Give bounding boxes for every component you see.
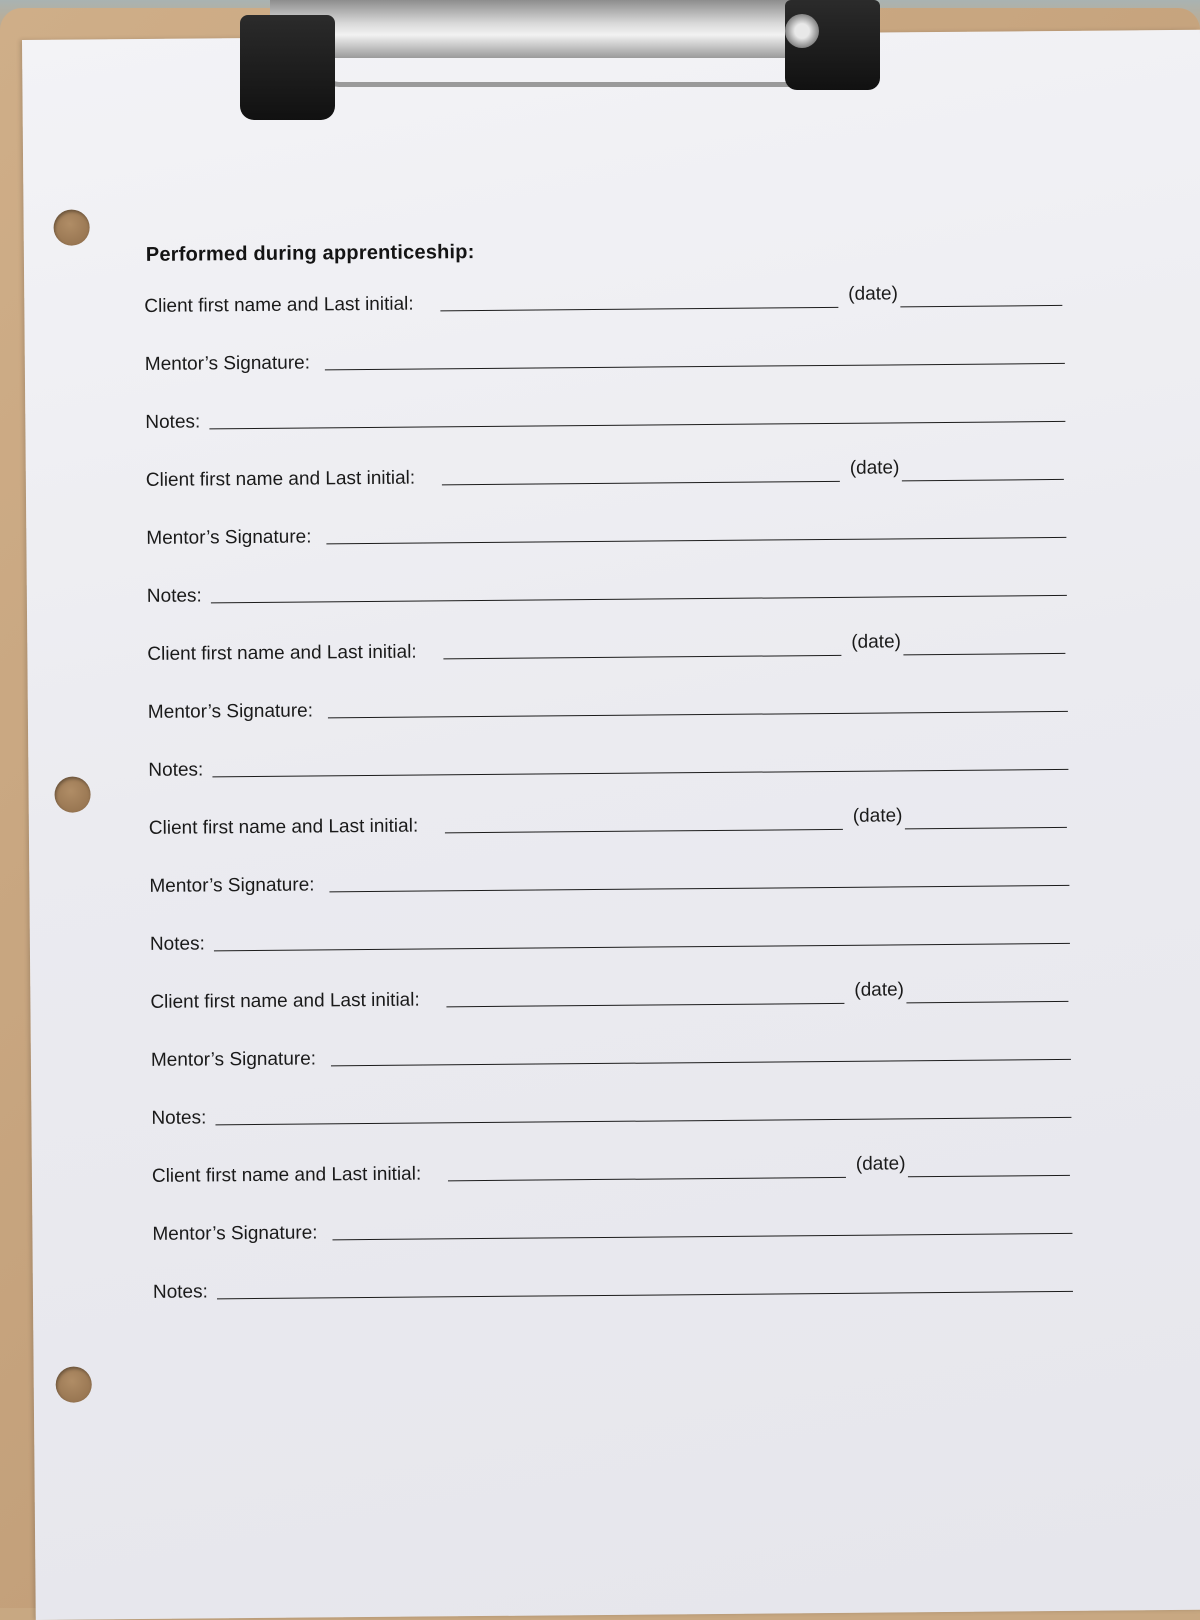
client-name-line[interactable] <box>445 829 843 833</box>
clip-left-foot <box>240 15 335 120</box>
mentor-label: Mentor’s Signature: <box>144 352 311 375</box>
clipboard-clip <box>240 0 890 125</box>
client-name-line[interactable] <box>440 307 838 311</box>
mentor-label: Mentor’s Signature: <box>150 1048 317 1071</box>
client-row-3 <box>147 632 1097 668</box>
mentor-row-3 <box>148 690 1098 726</box>
client-row-1 <box>144 284 1094 320</box>
date-line[interactable] <box>906 1001 1068 1003</box>
mentor-label: Mentor’s Signature: <box>152 1222 318 1245</box>
client-name-line[interactable] <box>442 481 840 485</box>
date-line[interactable] <box>903 653 1065 655</box>
clip-rivet <box>785 14 819 48</box>
apprenticeship-log-form <box>144 236 1094 1303</box>
client-label: Client first name and Last initial: <box>144 293 414 317</box>
form-title: Performed during apprenticeship: <box>145 241 475 266</box>
notes-label: Notes: <box>152 1281 208 1303</box>
client-label: Client first name and Last initial: <box>145 467 416 491</box>
client-row-6 <box>152 1154 1102 1190</box>
notes-line[interactable] <box>212 769 1068 777</box>
notes-row-2 <box>147 574 1097 610</box>
mentor-row-6 <box>152 1212 1102 1248</box>
date-line[interactable] <box>902 479 1064 481</box>
notes-label: Notes: <box>146 585 202 607</box>
date-label: (date) <box>849 457 900 479</box>
mentor-label: Mentor’s Signature: <box>147 700 314 723</box>
mentor-row-1 <box>145 342 1095 378</box>
punch-hole-bottom <box>56 1366 92 1402</box>
date-label: (date) <box>852 805 903 827</box>
date-line[interactable] <box>900 305 1062 307</box>
mentor-label: Mentor’s Signature: <box>146 526 312 549</box>
notes-row-3 <box>148 748 1098 784</box>
mentor-signature-line[interactable] <box>326 537 1066 544</box>
notes-row-6 <box>153 1270 1103 1306</box>
client-label: Client first name and Last initial: <box>147 641 417 665</box>
client-label: Client first name and Last initial: <box>148 815 419 839</box>
mentor-signature-line[interactable] <box>328 711 1068 718</box>
clip-plate <box>270 0 850 58</box>
notes-label: Notes: <box>148 759 204 781</box>
client-name-line[interactable] <box>448 1177 846 1181</box>
clip-wire <box>320 68 810 87</box>
notes-line[interactable] <box>209 421 1065 429</box>
mentor-row-5 <box>151 1038 1101 1074</box>
client-row-2 <box>146 458 1096 494</box>
mentor-signature-line[interactable] <box>329 885 1069 892</box>
notes-line[interactable] <box>211 595 1067 603</box>
client-name-line[interactable] <box>443 655 841 659</box>
notes-label: Notes: <box>151 1107 207 1129</box>
punch-hole-top <box>53 209 89 245</box>
date-line[interactable] <box>908 1175 1070 1177</box>
form-sheet <box>22 30 1200 1620</box>
notes-line[interactable] <box>215 1117 1071 1125</box>
date-line[interactable] <box>905 827 1067 829</box>
mentor-row-2 <box>146 516 1096 552</box>
punch-hole-middle <box>54 776 90 812</box>
notes-line[interactable] <box>214 943 1070 951</box>
date-label: (date) <box>854 979 905 1001</box>
mentor-signature-line[interactable] <box>325 363 1065 370</box>
mentor-label: Mentor’s Signature: <box>149 874 315 897</box>
date-label: (date) <box>855 1153 906 1175</box>
notes-row-5 <box>151 1096 1101 1132</box>
mentor-signature-line[interactable] <box>331 1059 1071 1066</box>
client-row-4 <box>149 806 1099 842</box>
client-row-5 <box>150 980 1100 1016</box>
notes-row-1 <box>145 400 1095 436</box>
notes-row-4 <box>150 922 1100 958</box>
client-label: Client first name and Last initial: <box>151 1163 422 1187</box>
client-label: Client first name and Last initial: <box>150 989 420 1013</box>
notes-label: Notes: <box>145 411 201 433</box>
mentor-signature-line[interactable] <box>332 1233 1072 1240</box>
notes-line[interactable] <box>217 1291 1073 1299</box>
date-label: (date) <box>851 631 902 653</box>
date-label: (date) <box>848 283 898 305</box>
client-name-line[interactable] <box>446 1003 844 1007</box>
notes-label: Notes: <box>149 933 205 955</box>
mentor-row-4 <box>149 864 1099 900</box>
